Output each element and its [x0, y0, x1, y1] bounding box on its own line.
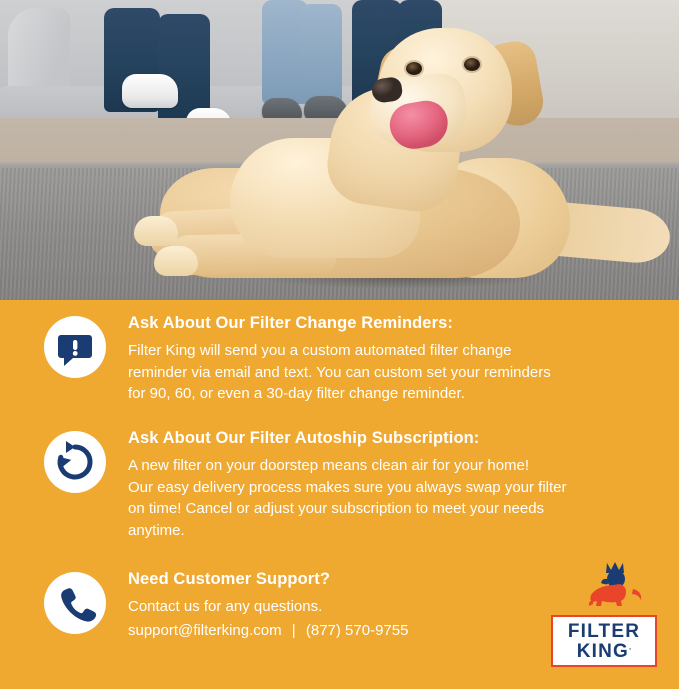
row-body — [128, 340, 598, 405]
info-row-reminders — [0, 308, 679, 405]
dog-eye — [464, 58, 480, 71]
row-title: Need Customer Support? — [128, 569, 331, 588]
filter-king-logo[interactable] — [551, 559, 657, 667]
info-row-text — [128, 423, 657, 542]
row-body-line: Our easy delivery process makes sure you always swap your filter — [128, 478, 567, 496]
row-body — [128, 455, 598, 542]
row-body — [128, 596, 598, 618]
row-body-line: Filter King will send you a custom automated filter change — [128, 341, 512, 359]
row-body-line: on time! Cancel or adjust your subscription to meet your needs — [128, 500, 545, 518]
golden-retriever-dog — [120, 18, 679, 300]
row-body-line: Contact us for any questions. — [128, 597, 323, 615]
row-body-line: for 90, 60, or even a 30-day filter change reminder. — [128, 385, 465, 403]
support-email[interactable]: support@filterking.com — [128, 622, 282, 640]
logo-word-filter: FILTER — [567, 621, 641, 642]
support-contact — [128, 620, 598, 642]
row-title: Ask About Our Filter Change Reminders: — [128, 314, 453, 332]
row-body-line: anytime. — [128, 522, 185, 540]
lion-mascot-icon — [551, 559, 657, 613]
dog-eye — [406, 62, 422, 75]
dog-paw — [154, 246, 198, 276]
info-row-autoship — [0, 423, 679, 542]
chat-alert-icon — [44, 316, 106, 378]
refresh-cycle-icon — [44, 431, 106, 493]
row-title: Ask About Our Filter Autoship Subscription: — [128, 429, 480, 448]
phone-icon — [44, 572, 106, 634]
support-phone[interactable]: (877) 570-9755 — [305, 622, 409, 640]
dog-paw — [134, 216, 178, 246]
info-panel — [0, 300, 679, 689]
logo-wordmark-box — [551, 615, 657, 667]
contact-separator: | — [291, 622, 296, 640]
logo-trademark: . — [629, 642, 632, 652]
lifestyle-photo — [0, 0, 679, 300]
row-body-line: reminder via email and text. You can custom set your reminders — [128, 363, 551, 381]
logo-word-king — [577, 642, 632, 661]
info-row-text — [128, 308, 657, 405]
logo-king-text: KING — [576, 641, 630, 662]
row-body-line: A new filter on your doorstep means clean air for your home! — [128, 456, 530, 474]
